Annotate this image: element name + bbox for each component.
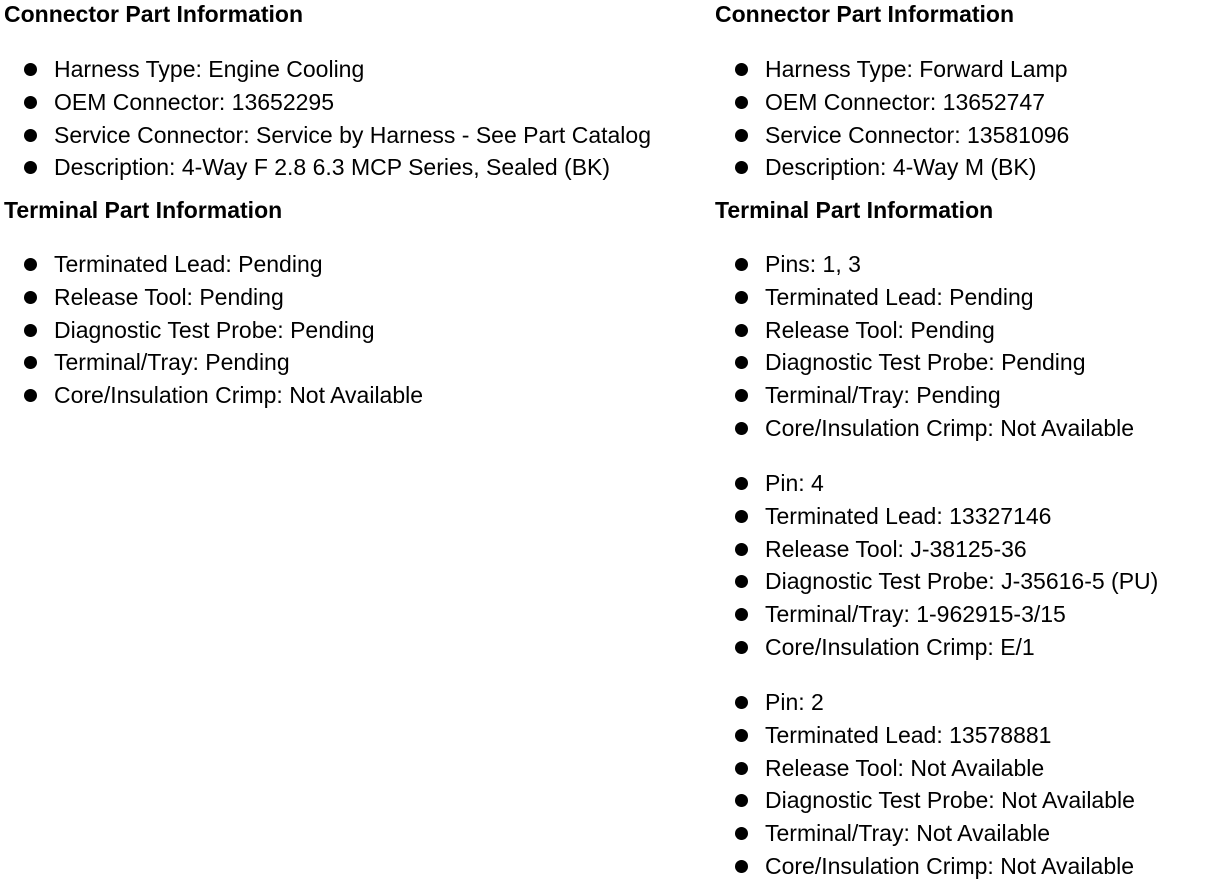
list-item <box>715 412 1134 445</box>
list-item <box>4 281 423 314</box>
list-item <box>715 467 1158 500</box>
list-item-text: Core/Insulation Crimp: Not Available <box>765 852 1135 879</box>
list-item-text: Diagnostic Test Probe: J-35616-5 (PU) <box>765 568 1159 595</box>
list-item-text: Pins: 1, 3 <box>765 251 861 277</box>
bullet-icon <box>24 356 37 369</box>
list-item <box>715 151 1069 184</box>
bullet-icon <box>735 696 748 709</box>
terminal-group-list <box>715 248 1134 445</box>
terminal-group-list <box>715 467 1158 664</box>
list-item <box>715 784 1135 817</box>
list-item-text: Release Tool: Not Available <box>765 754 1045 781</box>
list-item <box>4 151 651 184</box>
connector-part-list <box>4 53 651 184</box>
list-item-text: Service Connector: Service by Harness - See Part Catalog <box>54 121 651 148</box>
bullet-icon <box>24 129 37 142</box>
list-item-text: Pin: 4 <box>765 470 824 496</box>
list-item <box>715 248 1134 281</box>
list-item <box>715 686 1135 719</box>
list-item-text: Description: 4-Way M (BK) <box>765 154 1037 181</box>
bullet-icon <box>735 291 748 304</box>
bullet-icon <box>735 324 748 337</box>
list-item-text: Release Tool: Pending <box>765 316 995 343</box>
list-item-text: Terminal/Tray: 1-962915-3/15 <box>765 601 1066 628</box>
list-item <box>4 346 423 379</box>
bullet-icon <box>24 63 37 76</box>
list-item-text: Terminated Lead: Pending <box>765 283 1034 310</box>
terminal-part-heading: Terminal Part Information <box>715 197 994 223</box>
list-item-text: Diagnostic Test Probe: Pending <box>765 349 1086 376</box>
list-item-text: Terminated Lead: 13327146 <box>765 502 1052 529</box>
list-item <box>4 248 423 281</box>
list-item <box>715 500 1158 533</box>
bullet-icon <box>735 63 748 76</box>
bullet-icon <box>735 860 748 873</box>
list-item <box>4 314 423 347</box>
list-item-text: OEM Connector: 13652295 <box>54 88 335 115</box>
list-item-text: Terminal/Tray: Pending <box>765 382 1001 409</box>
list-item <box>715 119 1069 152</box>
bullet-icon <box>24 324 37 337</box>
list-item <box>715 631 1158 664</box>
list-item-text: Harness Type: Forward Lamp <box>765 56 1068 82</box>
bullet-icon <box>735 608 748 621</box>
list-item-text: Core/Insulation Crimp: Not Available <box>54 382 424 409</box>
bullet-icon <box>24 258 37 271</box>
bullet-icon <box>735 422 748 435</box>
list-item <box>4 86 651 119</box>
list-item <box>715 719 1135 752</box>
list-item-text: OEM Connector: 13652747 <box>765 88 1046 115</box>
list-item-text: Service Connector: 13581096 <box>765 121 1070 148</box>
list-item-text: Release Tool: J-38125-36 <box>765 535 1027 562</box>
list-item-text: Description: 4-Way F 2.8 6.3 MCP Series, Sealed (BK) <box>54 154 611 181</box>
list-item <box>715 86 1069 119</box>
list-item <box>715 281 1134 314</box>
connector-part-list <box>715 53 1069 184</box>
bullet-icon <box>24 291 37 304</box>
bullet-icon <box>735 161 748 174</box>
list-item-text: Harness Type: Engine Cooling <box>54 56 365 82</box>
bullet-icon <box>735 356 748 369</box>
bullet-icon <box>735 641 748 654</box>
list-item-text: Terminated Lead: 13578881 <box>765 721 1052 748</box>
list-item-text: Diagnostic Test Probe: Not Available <box>765 787 1135 814</box>
list-item <box>4 379 423 412</box>
list-item <box>715 533 1158 566</box>
list-item-text: Core/Insulation Crimp: E/1 <box>765 633 1035 660</box>
list-item-text: Release Tool: Pending <box>54 283 284 310</box>
bullet-icon <box>735 575 748 588</box>
bullet-icon <box>735 794 748 807</box>
bullet-icon <box>735 477 748 490</box>
bullet-icon <box>735 729 748 742</box>
list-item-text: Terminal/Tray: Not Available <box>765 820 1051 847</box>
bullet-icon <box>735 389 748 402</box>
list-item-text: Core/Insulation Crimp: Not Available <box>765 414 1135 441</box>
list-item-text: Terminal/Tray: Pending <box>54 349 290 376</box>
list-item <box>715 817 1135 850</box>
bullet-icon <box>24 389 37 402</box>
list-item <box>715 850 1135 883</box>
list-item <box>715 752 1135 785</box>
bullet-icon <box>735 827 748 840</box>
bullet-icon <box>735 543 748 556</box>
list-item <box>715 314 1134 347</box>
bullet-icon <box>735 762 748 775</box>
list-item <box>715 346 1134 379</box>
bullet-icon <box>24 96 37 109</box>
list-item-text: Terminated Lead: Pending <box>54 251 323 277</box>
terminal-part-heading: Terminal Part Information <box>4 197 283 223</box>
list-item <box>715 379 1134 412</box>
list-item-text: Diagnostic Test Probe: Pending <box>54 316 375 343</box>
terminal-part-list <box>4 248 423 412</box>
bullet-icon <box>735 258 748 271</box>
bullet-icon <box>24 161 37 174</box>
connector-part-heading: Connector Part Information <box>4 1 304 27</box>
terminal-group-list <box>715 686 1135 883</box>
list-item <box>715 53 1069 86</box>
list-item <box>715 598 1158 631</box>
list-item <box>715 565 1158 598</box>
bullet-icon <box>735 129 748 142</box>
list-item <box>4 53 651 86</box>
connector-part-heading: Connector Part Information <box>715 1 1015 27</box>
bullet-icon <box>735 96 748 109</box>
list-item-text: Pin: 2 <box>765 689 824 715</box>
list-item <box>4 119 651 152</box>
bullet-icon <box>735 510 748 523</box>
